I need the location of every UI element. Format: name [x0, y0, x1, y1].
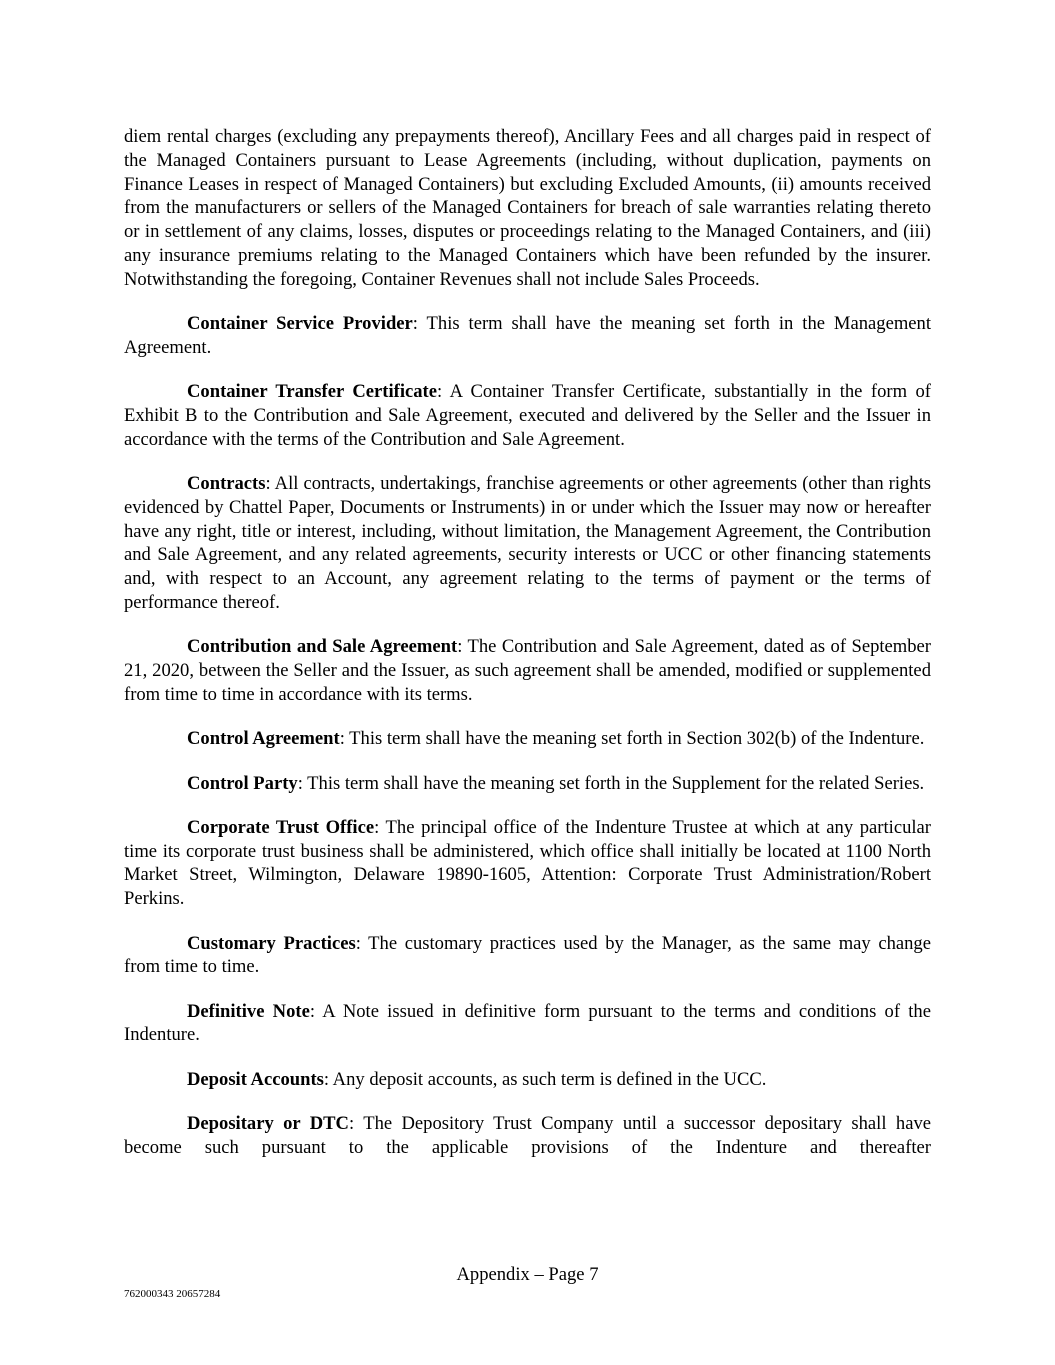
- definition-container-service-provider: [124, 312, 931, 360]
- defined-term: Corporate Trust Office: [187, 816, 375, 838]
- page-number-footer: Appendix – Page 7: [456, 1264, 599, 1285]
- definition-control-party: [124, 772, 931, 796]
- definition-text: : All contracts, undertakings, franchise agreements or other agreements (other than rights evidenced by Chattel Paper, Documents or Instruments) in or under which the Issuer may now or hereafter have any right, title or interest, including, without limitation, the Management Agreement, the Contribution and Sale Agreement, and any related agreements, security interests or UCC or other financing statements and, with respect to an Account, any agreement relating to the terms of payment or the terms of performance thereof.: [124, 473, 931, 614]
- definition-text: : This term shall have the meaning set forth in the Supplement for the related Series.: [297, 772, 925, 794]
- defined-term: Depositary or DTC: [187, 1113, 349, 1134]
- defined-term: Control Agreement: [187, 728, 340, 750]
- definition-text: : A Container Transfer Certificate, substantially in the form of Exhibit B to the Contribution and Sale Agreement, executed and delivered by the Seller and the Issuer in accordance with the terms of the Contribution and Sale Agreement.: [124, 381, 931, 450]
- definition-contribution-and-sale-agreement: [124, 635, 931, 706]
- defined-term: Deposit Accounts: [187, 1068, 324, 1090]
- defined-term: Definitive Note: [187, 1000, 310, 1022]
- definition-text: : The Depository Trust Company until a successor depositary shall have become such pursuant to the applicable provisions of the Indenture and thereafter: [124, 1113, 931, 1158]
- defined-term: Container Service Provider: [187, 313, 413, 335]
- definition-text: : The Contribution and Sale Agreement, dated as of September 21, 2020, between the Seller and the Issuer, as such agreement shall be amended, modified or supplemented from time to time in accordance with its terms.: [124, 636, 931, 705]
- definition-control-agreement: [124, 727, 931, 751]
- definition-container-transfer-certificate: [124, 380, 931, 451]
- definition-corporate-trust-office: [124, 816, 931, 911]
- defined-term: Contracts: [187, 473, 266, 495]
- document-body: [124, 125, 931, 1180]
- definition-text: : The customary practices used by the Manager, as the same may change from time to time.: [124, 932, 931, 978]
- definition-deposit-accounts: [124, 1068, 931, 1092]
- definition-text: : The principal office of the Indenture Trustee at which at any particular time its corporate trust business shall be administered, which office shall initially be located at 1100 North Market Street, Wilmington, Delaware 19890-1605, Attention: Corporate Trust Administration/Robert Perkins.: [124, 816, 931, 910]
- definition-contracts: [124, 472, 931, 615]
- definition-text: : A Note issued in definitive form pursuant to the terms and conditions of the Indenture.: [124, 1000, 931, 1046]
- definition-text: : This term shall have the meaning set forth in Section 302(b) of the Indenture.: [339, 728, 925, 750]
- definition-text: : Any deposit accounts, as such term is defined in the UCC.: [323, 1068, 767, 1090]
- continuation-paragraph: diem rental charges (excluding any prepayments thereof), Ancillary Fees and all charges paid in respect of the Managed Containers pursuant to Lease Agreements (including, without duplication, payments on Finance Leases in respect of Managed Containers) but excluding Excluded Amounts, (ii) amounts received from the manufacturers or sellers of the Managed Containers for breach of sale warranties relating thereto or in settlement of any claims, losses, disputes or proceedings relating to the Managed Containers, and (iii) any insurance premiums relating to the Managed Containers which have been refunded by the insurer. Notwithstanding the foregoing, Container Revenues shall not include Sales Proceeds.: [124, 126, 931, 290]
- definition-customary-practices: [124, 932, 931, 980]
- defined-term: Container Transfer Certificate: [187, 381, 437, 403]
- defined-term: Control Party: [187, 772, 298, 794]
- defined-term: Customary Practices: [187, 932, 356, 954]
- defined-term: Contribution and Sale Agreement: [187, 636, 458, 658]
- definition-text: : This term shall have the meaning set forth in the Management Agreement.: [124, 313, 931, 358]
- document-id: 762000343 20657284: [124, 1288, 221, 1300]
- definition-definitive-note: [124, 1000, 931, 1048]
- definition-depositary-or-dtc: [124, 1112, 931, 1160]
